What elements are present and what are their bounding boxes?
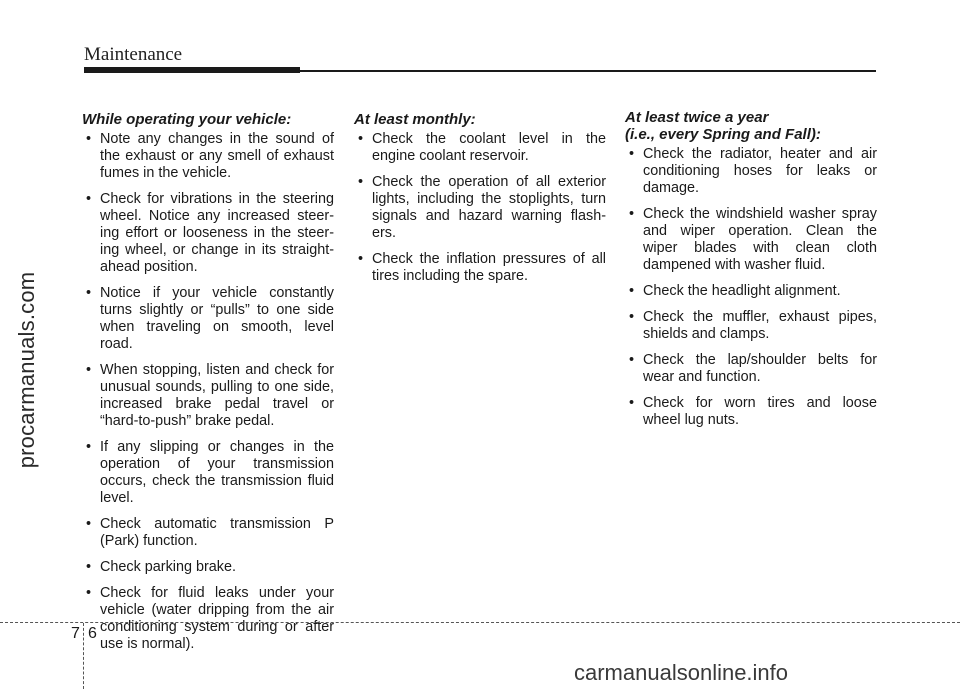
list-item: • Check the inflation pressures of all tires including the spare. (354, 251, 606, 285)
list-item: • Check for vibrations in the steering wheel. Notice any increased steer-ing effort or looseness in the steer-ing wheel, or change in its straight-ahead position. (82, 191, 334, 276)
list-item: • Check the headlight alignment. (625, 283, 877, 300)
list-item: • Note any changes in the sound of the exhaust or any smell of exhaust fumes in the vehicle. (82, 131, 334, 182)
list-item: • If any slipping or changes in the operation of your transmission occurs, check the transmission fluid level. (82, 439, 334, 507)
header-rule-thick (84, 67, 300, 73)
bottom-watermark: carmanualsonline.info (574, 660, 789, 685)
bullet-list (354, 131, 606, 285)
column-heading: At least twice a year (i.e., every Spring and Fall): (625, 109, 821, 143)
footer-divider (0, 622, 960, 623)
list-item: • Notice if your vehicle constantly turns slightly or “pulls” to one side when traveling on smooth, level road. (82, 285, 334, 353)
footer-vertical-divider (83, 623, 84, 689)
bullet-list (82, 131, 334, 653)
list-item: • Check parking brake. (82, 559, 334, 576)
list-item: • When stopping, listen and check for unusual sounds, pulling to one side, increased brake pedal travel or “hard-to-push” brake pedal. (82, 362, 334, 430)
list-item: • Check the muffler, exhaust pipes, shields and clamps. (625, 309, 877, 343)
bullet-list (625, 146, 877, 429)
page-chapter-number: 7 (71, 625, 80, 642)
side-watermark: procarmanuals.com (14, 271, 39, 469)
column-twice-a-year (625, 111, 877, 438)
list-item: • Check the windshield washer spray and wiper operation. Clean the wiper blades with clean cloth dampened with washer fluid. (625, 206, 877, 274)
list-item: • Check the radiator, heater and air conditioning hoses for leaks or damage. (625, 146, 877, 197)
list-item: • Check the lap/shoulder belts for wear and function. (625, 352, 877, 386)
page-number: 6 (88, 625, 97, 642)
list-item: • Check automatic transmission P (Park) function. (82, 516, 334, 550)
column-while-operating (82, 111, 334, 662)
list-item: • Check for fluid leaks under your vehicle (water dripping from the air conditioning system during or after use is normal). (82, 585, 334, 653)
column-heading: At least monthly: (354, 111, 476, 128)
list-item: • Check the coolant level in the engine coolant reservoir. (354, 131, 606, 165)
list-item: • Check the operation of all exterior lights, including the stoplights, turn signals and hazard warning flash-ers. (354, 174, 606, 242)
column-heading: While operating your vehicle: (82, 111, 292, 128)
list-item: • Check for worn tires and loose wheel lug nuts. (625, 395, 877, 429)
column-monthly (354, 111, 606, 294)
header-rule-thin (300, 70, 876, 72)
section-title: Maintenance (84, 44, 183, 65)
